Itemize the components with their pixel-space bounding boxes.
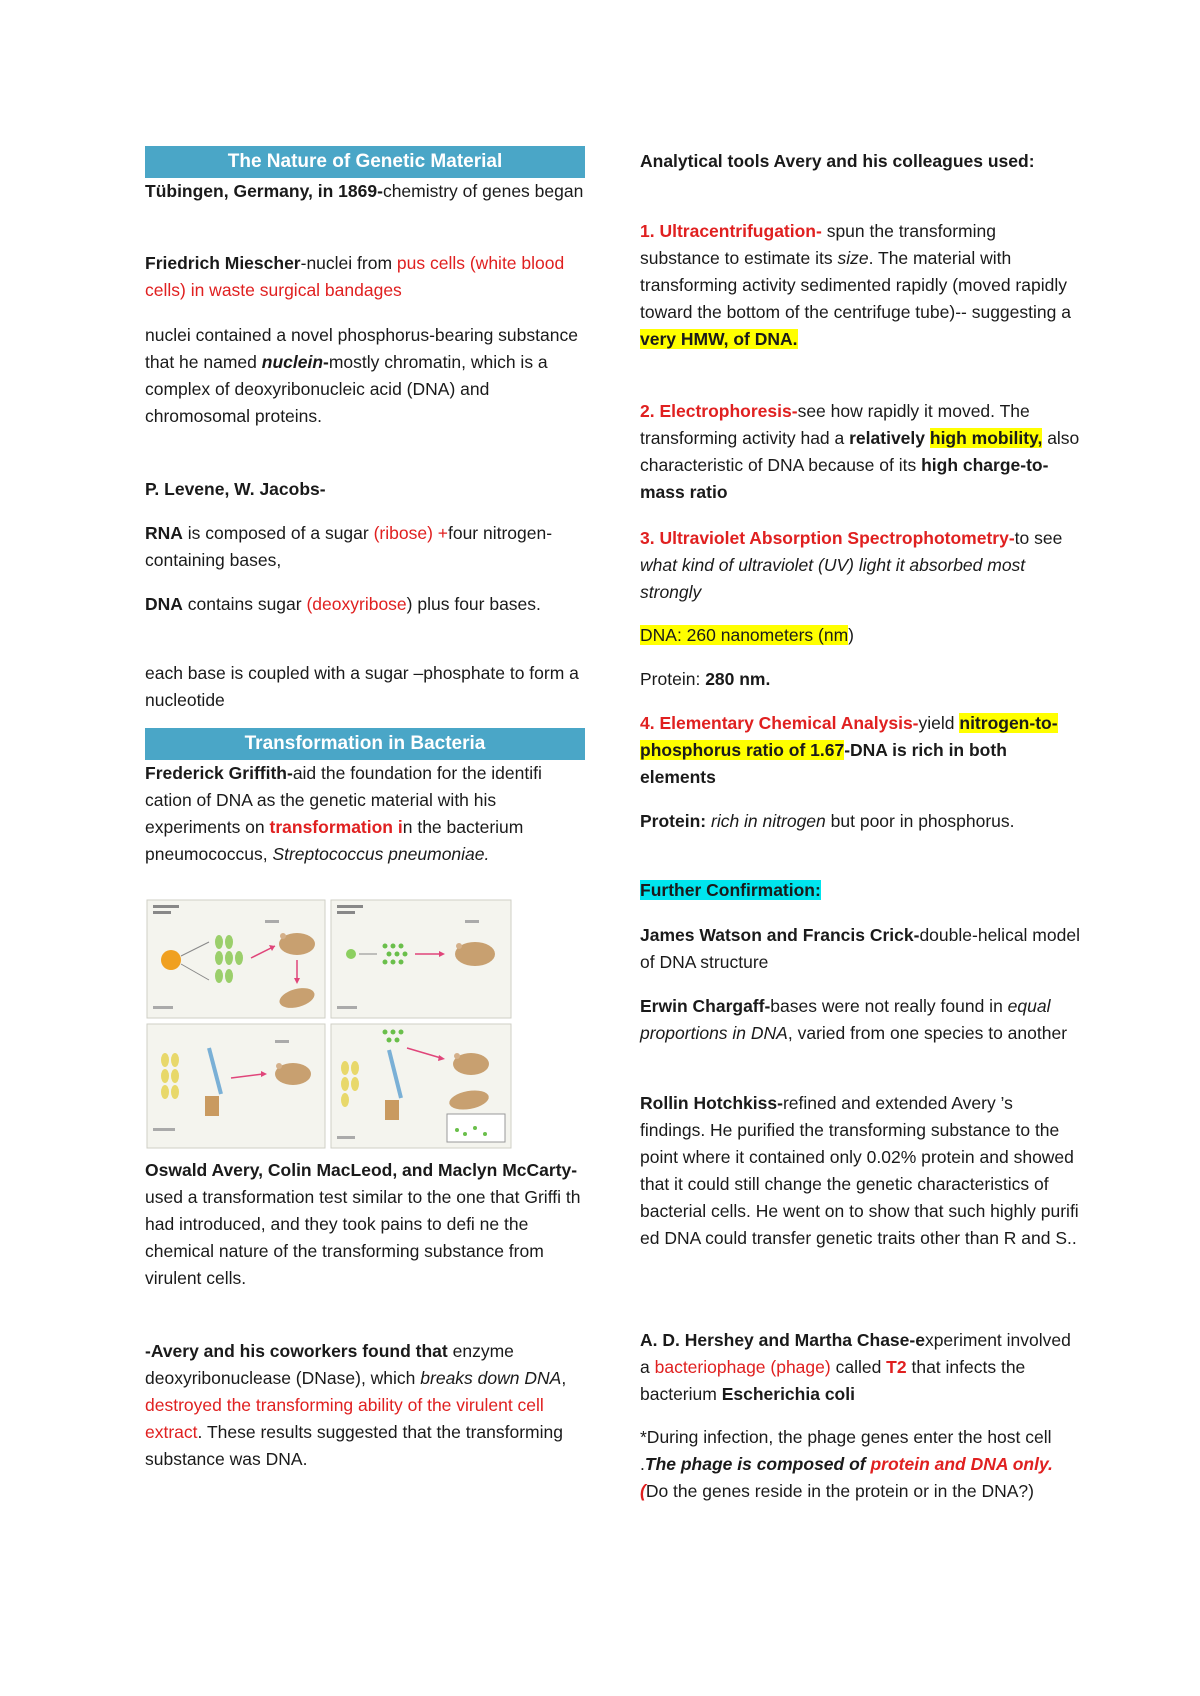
- figure-panel-c: [147, 1024, 325, 1148]
- tool-electrophoresis: 2. Electrophoresis-see how rapidly it moved. The transforming activity had a relatively high mobility, also characteristic of DNA because of its high charge-to-mass ratio: [640, 401, 1080, 502]
- griffith-experiment-figure: [145, 898, 513, 1150]
- section-heading-genetic-material: The Nature of Genetic Material: [145, 146, 585, 178]
- tool-uv-spectrophotometry: 3. Ultraviolet Absorption Spectrophotometry-to see what kind of ultraviolet (UV) light it absorbed most strongly: [640, 528, 1063, 602]
- protein-absorbance: Protein: 280 nm.: [640, 669, 771, 689]
- tool-elementary-analysis: 4. Elementary Chemical Analysis-yield nitrogen-to-phosphorus ratio of 1.67-DNA is rich in both elements: [640, 713, 1058, 787]
- paragraph-hershey-chase: A. D. Hershey and Martha Chase-experiment involved a bacteriophage (phage) called T2 that infects the bacterium Escherichia coli: [640, 1330, 1071, 1404]
- protein-composition: Protein: rich in nitrogen but poor in phosphorus.: [640, 811, 1015, 831]
- paragraph-nucleotide: each base is coupled with a sugar –phosphate to form a nucleotide: [145, 663, 579, 710]
- analytical-tools-heading: Analytical tools Avery and his colleagues used:: [640, 151, 1035, 171]
- paragraph-miescher: Friedrich Miescher-nuclei from pus cells (white blood cells) in waste surgical bandages: [145, 253, 565, 300]
- paragraph-hotchkiss: Rollin Hotchkiss-refined and extended Avery ’s findings. He purified the transforming substance to the point where it contained only 0.02% protein and showed that it could still change the genetic characteristics of bacterial cells. He went on to show that such highly purifi ed DNA could transfer genetic traits other than R and S..: [640, 1093, 1079, 1248]
- paragraph-avery-macleod-mccarty: Oswald Avery, Colin MacLeod, and Maclyn McCarty-used a transformation test similar to the one that Griffi th had introduced, and they took pains to defi ne the chemical nature of the transforming substance from virulent cells.: [145, 1160, 581, 1288]
- paragraph-griffith: Frederick Griffith-aid the foundation for the identifi cation of DNA as the genetic material with his experiments on transformation in the bacterium pneumococcus, Streptococcus pneumoniae.: [145, 763, 542, 864]
- paragraph-levene: P. Levene, W. Jacobs-: [145, 479, 326, 499]
- paragraph-avery-dnase: -Avery and his coworkers found that enzyme deoxyribonuclease (DNase), which breaks down DNA, destroyed the transforming ability of the virulent cell extract. These results suggested that the transforming substance was DNA.: [145, 1341, 567, 1469]
- tool-ultracentrifugation: 1. Ultracentrifugation- spun the transforming substance to estimate its size. The material with transforming activity sedimented rapidly (moved rapidly toward the bottom of the centrifuge tube)-- suggesting a very HMW, of DNA.: [640, 221, 1071, 349]
- paragraph-watson-crick: James Watson and Francis Crick-double-helical model of DNA structure: [640, 925, 1080, 972]
- paragraph-nuclein: nuclei contained a novel phosphorus-bearing substance that he named nuclein-mostly chromatin, which is a complex of deoxyribonucleic acid (DNA) and chromosomal proteins.: [145, 325, 578, 426]
- paragraph-dna: DNA contains sugar (deoxyribose) plus four bases.: [145, 594, 541, 614]
- figure-panel-b: [331, 900, 511, 1018]
- paragraph-phage-infection: *During infection, the phage genes enter the host cell .The phage is composed of protein and DNA only.(Do the genes reside in the protein or in the DNA?): [640, 1427, 1053, 1501]
- paragraph-rna: RNA is composed of a sugar (ribose) +four nitrogen-containing bases,: [145, 523, 553, 570]
- paragraph-chargaff: Erwin Chargaff-bases were not really found in equal proportions in DNA, varied from one species to another: [640, 996, 1068, 1043]
- section-heading-transformation: Transformation in Bacteria: [145, 728, 585, 760]
- further-confirmation-heading: Further Confirmation:: [640, 880, 821, 900]
- dna-absorbance: DNA: 260 nanometers (nm): [640, 625, 854, 645]
- paragraph-tubingen: Tübingen, Germany, in 1869-chemistry of genes began: [145, 181, 584, 201]
- figure-panel-a: [147, 900, 325, 1018]
- figure-panel-d: [331, 1024, 511, 1148]
